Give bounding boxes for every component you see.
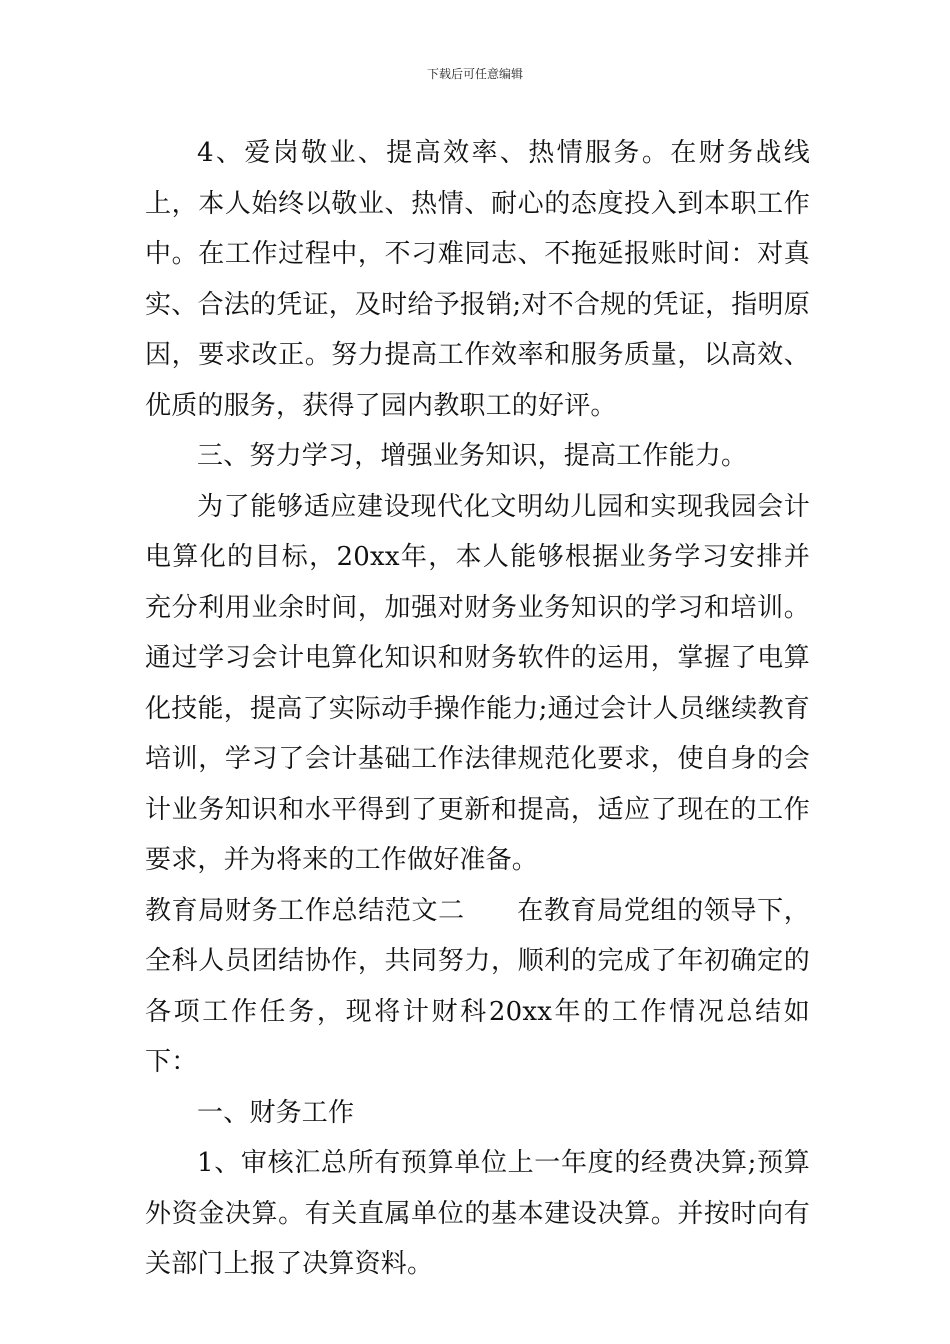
section-two-block xyxy=(145,886,810,1088)
paragraph-duty-4: 4、爱岗敬业、提高效率、热情服务。在财务战线上，本人始终以敬业、热情、耐心的态度投入到本职工作中。在工作过程中，不刁难同志、不拖延报账时间：对真实、合法的凭证，及时给予报销;对不合规的凭证，指明原因，要求改正。努力提高工作效率和服务质量，以高效、优质的服务，获得了园内教职工的好评。 xyxy=(145,138,810,421)
section-intro: 在教育局党组的领导下，全科人员团结协作，共同努力，顺利的完成了年初确定的各项工作任务，现将计财科20xx年的工作情况总结如下： xyxy=(145,895,810,1077)
page-header: 下载后可任意编辑 xyxy=(426,67,523,81)
document-body xyxy=(145,128,810,1290)
paragraph-section-3-heading: 三、努力学习，增强业务知识，提高工作能力。 xyxy=(197,441,748,471)
section-title: 教育局财务工作总结范文二 xyxy=(145,895,465,926)
finance-item-1: 1、审核汇总所有预算单位上一年度的经费决算;预算外资金决算。有关直属单位的基本建设决算。并按时向有关部门上报了决算资料。 xyxy=(145,1148,810,1279)
finance-work-heading: 一、财务工作 xyxy=(197,1097,355,1128)
paragraph-learning: 为了能够适应建设现代化文明幼儿园和实现我园会计电算化的目标，20xx年，本人能够根据业务学习安排并充分利用业余时间，加强对财务业务知识的学习和培训。通过学习会计电算化知识和财务软件的运用，掌握了电算化技能，提高了实际动手操作能力;通过会计人员继续教育培训，学习了会计基础工作法律规范化要求，使自身的会计业务知识和水平得到了更新和提高，适应了现在的工作要求，并为将来的工作做好准备。 xyxy=(145,491,810,875)
